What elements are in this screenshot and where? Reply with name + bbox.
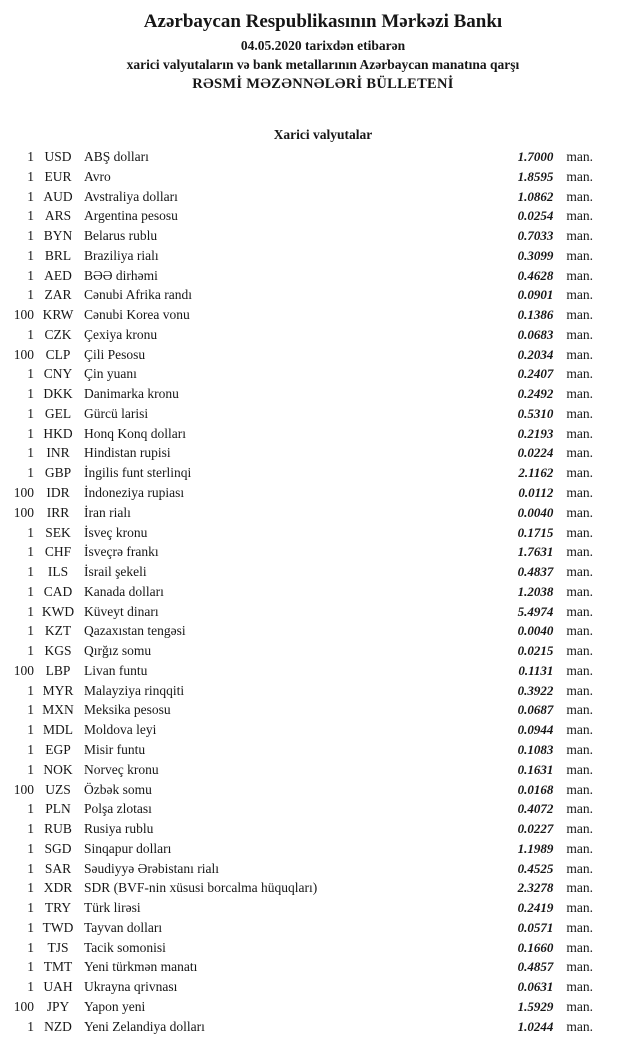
rate-value: 1.0244 bbox=[517, 1018, 554, 1034]
rate-row bbox=[0, 740, 620, 760]
unit-label: man. bbox=[566, 326, 593, 342]
quantity-value: 1 bbox=[27, 228, 34, 244]
rate-value: 0.1386 bbox=[517, 307, 554, 323]
rate-row bbox=[0, 602, 620, 622]
currency-code: CNY bbox=[43, 366, 73, 382]
currency-name: Gürcü larisi bbox=[84, 405, 149, 421]
unit-label: man. bbox=[566, 425, 593, 441]
rate-value: 0.4072 bbox=[517, 801, 554, 817]
currency-code: BYN bbox=[43, 228, 73, 244]
currency-code: CHF bbox=[44, 544, 72, 560]
unit-label: man. bbox=[566, 643, 593, 659]
unit-label: man. bbox=[566, 821, 593, 837]
currency-code: AUD bbox=[43, 188, 73, 204]
effective-date-line: 04.05.2020 tarixdən etibarən bbox=[240, 38, 406, 53]
currency-name: İngilis funt sterlinqi bbox=[84, 465, 192, 481]
quantity-value: 100 bbox=[13, 504, 34, 520]
rate-value: 1.5929 bbox=[517, 998, 554, 1014]
rate-value: 2.1162 bbox=[518, 465, 554, 481]
rate-row bbox=[0, 523, 620, 543]
currency-code: DKK bbox=[43, 386, 73, 402]
currency-code: TWD bbox=[42, 919, 74, 935]
rate-row bbox=[0, 206, 620, 226]
rate-row bbox=[0, 878, 620, 898]
quantity-value: 1 bbox=[27, 979, 34, 995]
currency-name: Misir funtu bbox=[84, 741, 146, 757]
currency-code: NZD bbox=[44, 1018, 72, 1034]
subject-line: xarici valyutaların və bank metallarının Azərbaycan manatına qarşı bbox=[126, 57, 520, 72]
unit-label: man. bbox=[566, 247, 593, 263]
rate-value: 0.0040 bbox=[517, 504, 554, 520]
rate-row bbox=[0, 621, 620, 641]
currency-code: INR bbox=[46, 445, 70, 461]
rate-row bbox=[0, 760, 620, 780]
rate-row bbox=[0, 364, 620, 384]
currency-code: RUB bbox=[44, 821, 72, 837]
rate-row bbox=[0, 246, 620, 266]
rate-row bbox=[0, 780, 620, 800]
unit-label: man. bbox=[566, 267, 593, 283]
rate-value: 0.0227 bbox=[517, 821, 554, 837]
unit-label: man. bbox=[566, 544, 593, 560]
currency-name: Kanada dolları bbox=[84, 583, 164, 599]
rate-row bbox=[0, 700, 620, 720]
unit-label: man. bbox=[566, 445, 593, 461]
currency-code: GEL bbox=[44, 405, 72, 421]
currency-name: Polşa zlotası bbox=[84, 801, 152, 817]
rate-row bbox=[0, 147, 620, 167]
rate-value: 0.0224 bbox=[517, 445, 554, 461]
quantity-value: 1 bbox=[27, 900, 34, 916]
rate-row bbox=[0, 819, 620, 839]
currency-name: Danimarka kronu bbox=[84, 386, 179, 402]
quantity-value: 1 bbox=[27, 860, 34, 876]
currency-code: XDR bbox=[43, 880, 73, 896]
rate-row bbox=[0, 167, 620, 187]
rate-value: 0.2034 bbox=[517, 346, 554, 362]
unit-label: man. bbox=[566, 168, 593, 184]
rate-row bbox=[0, 562, 620, 582]
quantity-value: 1 bbox=[27, 188, 34, 204]
unit-label: man. bbox=[566, 583, 593, 599]
rate-row bbox=[0, 977, 620, 997]
currency-name: Avstraliya dolları bbox=[84, 188, 178, 204]
quantity-value: 100 bbox=[13, 998, 34, 1014]
quantity-value: 1 bbox=[27, 682, 34, 698]
currency-code: AED bbox=[44, 267, 72, 283]
unit-label: man. bbox=[566, 366, 593, 382]
unit-label: man. bbox=[566, 840, 593, 856]
rate-row bbox=[0, 997, 620, 1017]
currency-name: Çin yuanı bbox=[84, 366, 137, 382]
rate-row bbox=[0, 325, 620, 345]
rate-value: 0.0687 bbox=[517, 702, 554, 718]
unit-label: man. bbox=[566, 405, 593, 421]
currency-name: Yeni Zelandiya dolları bbox=[84, 1018, 205, 1034]
currency-name: Tacik somonisi bbox=[84, 939, 166, 955]
currency-name: BƏƏ dirhəmi bbox=[84, 267, 158, 283]
unit-label: man. bbox=[566, 900, 593, 916]
rate-value: 1.7000 bbox=[517, 149, 554, 164]
quantity-value: 1 bbox=[27, 465, 34, 481]
section-title-foreign-currencies: Xarici valyutalar bbox=[273, 127, 373, 142]
rate-value: 0.0112 bbox=[518, 485, 554, 501]
rate-row bbox=[0, 957, 620, 977]
rate-row bbox=[0, 918, 620, 938]
rate-value: 0.0901 bbox=[517, 287, 554, 303]
rate-value: 0.0571 bbox=[517, 919, 554, 935]
rate-value: 0.0040 bbox=[517, 623, 554, 639]
currency-code: USD bbox=[44, 149, 72, 164]
quantity-value: 1 bbox=[27, 702, 34, 718]
currency-name: İsveç kronu bbox=[84, 524, 148, 540]
unit-label: man. bbox=[566, 386, 593, 402]
currency-code: CLP bbox=[45, 346, 71, 362]
rate-row bbox=[0, 305, 620, 325]
currency-name: Cənubi Korea vonu bbox=[84, 307, 190, 323]
currency-name: Çexiya kronu bbox=[84, 326, 158, 342]
unit-label: man. bbox=[566, 939, 593, 955]
currency-code: BRL bbox=[44, 247, 72, 263]
currency-code: MDL bbox=[43, 722, 73, 738]
currency-name: Argentina pesosu bbox=[84, 208, 178, 224]
unit-label: man. bbox=[566, 603, 593, 619]
unit-label: man. bbox=[566, 702, 593, 718]
unit-label: man. bbox=[566, 880, 593, 896]
currency-name: Qazaxıstan tengəsi bbox=[84, 623, 186, 639]
unit-label: man. bbox=[566, 623, 593, 639]
unit-label: man. bbox=[566, 208, 593, 224]
quantity-value: 1 bbox=[27, 603, 34, 619]
currency-name: Meksika pesosu bbox=[84, 702, 171, 718]
unit-label: man. bbox=[566, 1018, 593, 1034]
currency-code: SAR bbox=[44, 860, 72, 876]
unit-label: man. bbox=[566, 524, 593, 540]
currency-name: Sinqapur dolları bbox=[84, 840, 172, 856]
unit-label: man. bbox=[566, 761, 593, 777]
quantity-value: 1 bbox=[27, 326, 34, 342]
currency-name: İran rialı bbox=[84, 504, 131, 520]
rate-value: 0.3922 bbox=[517, 682, 554, 698]
currency-name: Çili Pesosu bbox=[84, 346, 146, 362]
currency-code: IDR bbox=[46, 485, 70, 501]
bulletin-title: RƏSMİ MƏZƏNNƏLƏRİ BÜLLETENİ bbox=[192, 76, 454, 92]
rate-value: 0.4525 bbox=[517, 860, 554, 876]
currency-code: PLN bbox=[45, 801, 71, 817]
rate-row bbox=[0, 681, 620, 701]
rate-row bbox=[0, 859, 620, 879]
rate-row bbox=[0, 483, 620, 503]
currency-code: MXN bbox=[42, 702, 74, 718]
currency-code: KGS bbox=[44, 643, 72, 659]
quantity-value: 1 bbox=[27, 168, 34, 184]
unit-label: man. bbox=[566, 188, 593, 204]
currency-code: EGP bbox=[45, 741, 71, 757]
unit-label: man. bbox=[566, 287, 593, 303]
rate-value: 0.2193 bbox=[517, 425, 554, 441]
quantity-value: 100 bbox=[13, 307, 34, 323]
quantity-value: 100 bbox=[13, 781, 34, 797]
unit-label: man. bbox=[566, 919, 593, 935]
currency-code: HKD bbox=[43, 425, 73, 441]
currency-name: Türk lirəsi bbox=[84, 900, 141, 916]
rate-row bbox=[0, 503, 620, 523]
rate-value: 1.2038 bbox=[517, 583, 554, 599]
currency-name: Livan funtu bbox=[84, 662, 148, 678]
unit-label: man. bbox=[566, 504, 593, 520]
currency-code: TRY bbox=[44, 900, 72, 916]
quantity-value: 1 bbox=[27, 959, 34, 975]
rate-value: 0.0683 bbox=[517, 326, 554, 342]
quantity-value: 1 bbox=[27, 564, 34, 580]
rate-row bbox=[0, 384, 620, 404]
unit-label: man. bbox=[566, 860, 593, 876]
quantity-value: 1 bbox=[27, 880, 34, 896]
rate-row bbox=[0, 839, 620, 859]
rate-value: 0.4837 bbox=[517, 564, 554, 580]
currency-code: GBP bbox=[44, 465, 72, 481]
currency-name: Cənubi Afrika randı bbox=[84, 287, 192, 303]
quantity-value: 1 bbox=[27, 801, 34, 817]
quantity-value: 1 bbox=[27, 524, 34, 540]
rate-value: 0.0215 bbox=[517, 643, 554, 659]
unit-label: man. bbox=[566, 682, 593, 698]
rate-value: 1.1989 bbox=[517, 840, 554, 856]
quantity-value: 1 bbox=[27, 247, 34, 263]
currency-code: UAH bbox=[43, 979, 73, 995]
quantity-value: 100 bbox=[13, 346, 34, 362]
quantity-value: 1 bbox=[27, 722, 34, 738]
currency-name: Rusiya rublu bbox=[84, 821, 154, 837]
unit-label: man. bbox=[566, 662, 593, 678]
rate-value: 0.2407 bbox=[517, 366, 554, 382]
currency-code: NOK bbox=[43, 761, 73, 777]
currency-code: ZAR bbox=[44, 287, 72, 303]
currency-name: Tayvan dolları bbox=[84, 919, 163, 935]
currency-name: İndoneziya rupiası bbox=[84, 485, 185, 501]
currency-code: SGD bbox=[44, 840, 72, 856]
currency-code: MYR bbox=[42, 682, 74, 698]
rate-value: 0.1715 bbox=[517, 524, 554, 540]
currency-code: LBP bbox=[45, 662, 71, 678]
quantity-value: 1 bbox=[27, 840, 34, 856]
rate-value: 2.3278 bbox=[517, 880, 554, 896]
unit-label: man. bbox=[566, 801, 593, 817]
currency-name: Səudiyyə Ərəbistanı rialı bbox=[84, 860, 219, 876]
rate-value: 0.2492 bbox=[517, 386, 554, 402]
quantity-value: 1 bbox=[27, 1018, 34, 1034]
rate-row bbox=[0, 187, 620, 207]
currency-name: Özbək somu bbox=[84, 781, 152, 797]
currency-name: Küveyt dinarı bbox=[84, 603, 159, 619]
quantity-value: 1 bbox=[27, 544, 34, 560]
rate-row bbox=[0, 443, 620, 463]
rate-row bbox=[0, 641, 620, 661]
rate-row bbox=[0, 799, 620, 819]
currency-code: CZK bbox=[44, 326, 72, 342]
rate-row bbox=[0, 661, 620, 681]
currency-code: ILS bbox=[47, 564, 69, 580]
rate-value: 0.0168 bbox=[517, 781, 554, 797]
rate-value: 1.0862 bbox=[517, 188, 554, 204]
unit-label: man. bbox=[566, 959, 593, 975]
currency-name: İsrail şekeli bbox=[84, 564, 147, 580]
rate-value: 0.1131 bbox=[518, 662, 554, 678]
rate-row bbox=[0, 226, 620, 246]
rate-value: 0.4628 bbox=[517, 267, 554, 283]
rate-row bbox=[0, 463, 620, 483]
quantity-value: 1 bbox=[27, 741, 34, 757]
rate-row bbox=[0, 1017, 620, 1037]
rate-row bbox=[0, 266, 620, 286]
unit-label: man. bbox=[566, 228, 593, 244]
rate-value: 0.2419 bbox=[517, 900, 554, 916]
unit-label: man. bbox=[566, 465, 593, 481]
currency-name: Ukrayna qrivnası bbox=[84, 979, 178, 995]
rate-value: 0.1083 bbox=[517, 741, 554, 757]
unit-label: man. bbox=[566, 346, 593, 362]
unit-label: man. bbox=[566, 149, 593, 164]
quantity-value: 1 bbox=[27, 267, 34, 283]
rate-value: 0.7033 bbox=[517, 228, 554, 244]
rate-value: 0.5310 bbox=[517, 405, 554, 421]
rate-row bbox=[0, 404, 620, 424]
quantity-value: 100 bbox=[13, 485, 34, 501]
unit-label: man. bbox=[566, 741, 593, 757]
currency-name: Yeni türkmən manatı bbox=[84, 959, 198, 975]
quantity-value: 100 bbox=[13, 662, 34, 678]
currency-name: Moldova leyi bbox=[84, 722, 157, 738]
rate-value: 0.0944 bbox=[517, 722, 554, 738]
quantity-value: 1 bbox=[27, 939, 34, 955]
currency-name: İsveçrə frankı bbox=[84, 544, 159, 560]
quantity-value: 1 bbox=[27, 583, 34, 599]
unit-label: man. bbox=[566, 722, 593, 738]
currency-name: Norveç kronu bbox=[84, 761, 159, 777]
currency-name: Braziliya rialı bbox=[84, 247, 159, 263]
rate-value: 1.8595 bbox=[517, 168, 554, 184]
unit-label: man. bbox=[566, 307, 593, 323]
quantity-value: 1 bbox=[27, 366, 34, 382]
quantity-value: 1 bbox=[27, 425, 34, 441]
currency-name: ABŞ dolları bbox=[84, 149, 149, 164]
rate-value: 0.4857 bbox=[517, 959, 554, 975]
unit-label: man. bbox=[566, 781, 593, 797]
rate-row bbox=[0, 345, 620, 365]
currency-code: JPY bbox=[46, 998, 70, 1014]
currency-name: Hindistan rupisi bbox=[84, 445, 171, 461]
quantity-value: 1 bbox=[27, 919, 34, 935]
quantity-value: 1 bbox=[27, 149, 34, 164]
rate-row bbox=[0, 285, 620, 305]
rate-row bbox=[0, 424, 620, 444]
currency-name: Malayziya rinqqiti bbox=[84, 682, 185, 698]
rate-row bbox=[0, 542, 620, 562]
quantity-value: 1 bbox=[27, 386, 34, 402]
currency-code: TJS bbox=[47, 939, 69, 955]
rate-row bbox=[0, 898, 620, 918]
unit-label: man. bbox=[566, 485, 593, 501]
rate-value: 5.4974 bbox=[517, 603, 554, 619]
rate-value: 0.0631 bbox=[517, 979, 554, 995]
rate-row bbox=[0, 938, 620, 958]
quantity-value: 1 bbox=[27, 208, 34, 224]
currency-name: Yapon yeni bbox=[84, 998, 146, 1014]
rate-row bbox=[0, 720, 620, 740]
currency-name: Avro bbox=[84, 168, 111, 184]
currency-code: TMT bbox=[43, 959, 73, 975]
quantity-value: 1 bbox=[27, 623, 34, 639]
currency-code: EUR bbox=[44, 168, 72, 184]
rate-value: 0.1631 bbox=[517, 761, 554, 777]
currency-code: UZS bbox=[45, 781, 71, 797]
currency-code: KWD bbox=[41, 603, 75, 619]
unit-label: man. bbox=[566, 998, 593, 1014]
currency-code: CAD bbox=[43, 583, 73, 599]
bulletin-header bbox=[0, 0, 620, 94]
rate-value: 0.3099 bbox=[517, 247, 554, 263]
rate-value: 0.0254 bbox=[517, 208, 554, 224]
quantity-value: 1 bbox=[27, 405, 34, 421]
currency-code: IRR bbox=[46, 504, 70, 520]
unit-label: man. bbox=[566, 979, 593, 995]
quantity-value: 1 bbox=[27, 643, 34, 659]
unit-label: man. bbox=[566, 564, 593, 580]
quantity-value: 1 bbox=[27, 821, 34, 837]
currency-code: KZT bbox=[44, 623, 72, 639]
rates-table bbox=[0, 147, 620, 1036]
currency-name: Belarus rublu bbox=[84, 228, 158, 244]
rate-value: 1.7631 bbox=[517, 544, 554, 560]
currency-name: SDR (BVF-nin xüsusi borcalma hüquqları) bbox=[84, 880, 318, 896]
currency-name: Qırğız somu bbox=[84, 643, 152, 659]
quantity-value: 1 bbox=[27, 445, 34, 461]
currency-name: Honq Konq dolları bbox=[84, 425, 186, 441]
rate-row bbox=[0, 582, 620, 602]
quantity-value: 1 bbox=[27, 287, 34, 303]
currency-code: ARS bbox=[44, 208, 72, 224]
rate-value: 0.1660 bbox=[517, 939, 554, 955]
currency-code: SEK bbox=[45, 524, 71, 540]
bank-title: Azərbaycan Respublikasının Mərkəzi Bankı bbox=[143, 11, 503, 32]
quantity-value: 1 bbox=[27, 761, 34, 777]
currency-code: KRW bbox=[42, 307, 74, 323]
